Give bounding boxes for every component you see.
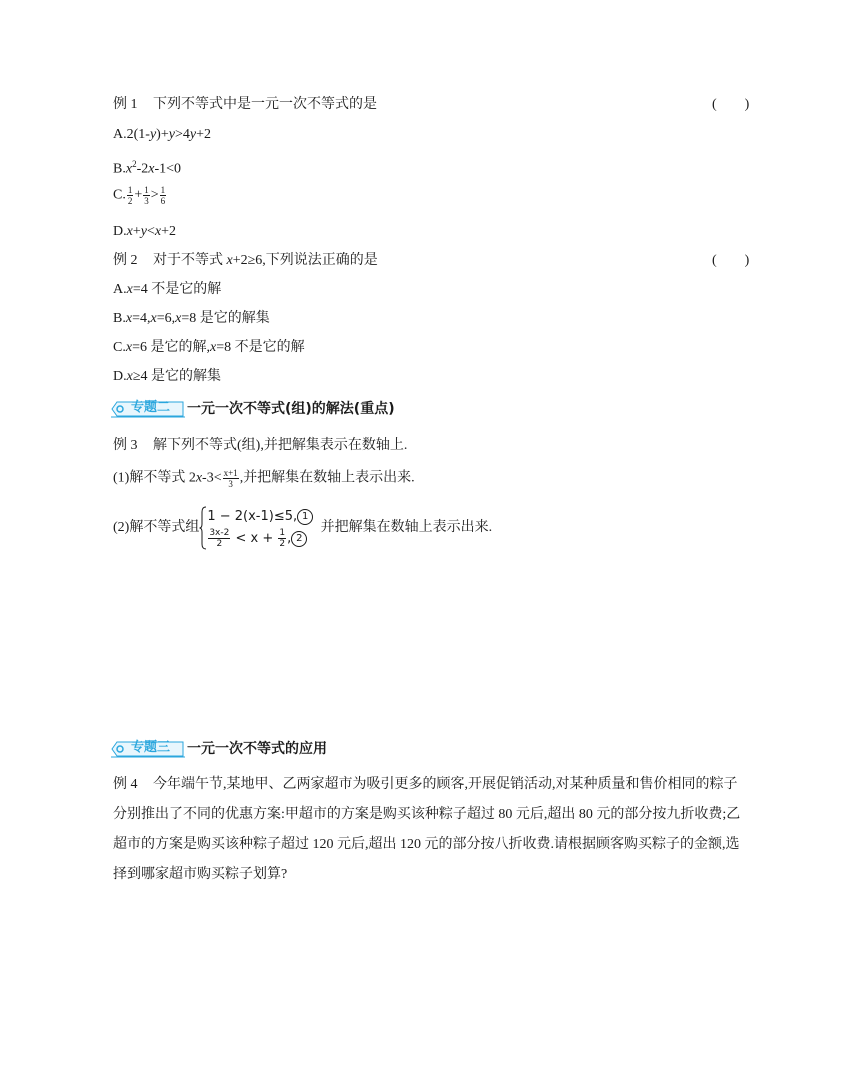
answer-bracket: ( ): [712, 97, 750, 112]
option-d: D.x+y<x+2: [113, 224, 176, 239]
example-2-question: 例 2 对于不等式 x+2≥6,下列说法正确的是: [113, 251, 378, 271]
system-row-2: $\frac{3x-2}{2}$ < x + $\frac{1}{2}$ , 2: [207, 528, 313, 550]
option-c: C.x=6 是它的解,x=8 不是它的解: [113, 340, 305, 355]
answer-bracket: ( ): [712, 253, 750, 268]
fraction: $\frac{1}{2}$: [279, 528, 286, 549]
topic-title: 一元一次不等式(组)的解法(重点): [187, 401, 395, 417]
example-3-part-1: (1)解不等式 2x-3< $\frac{x+1}{3}$ ,并把解集在数轴上表示出来.: [113, 468, 415, 489]
fraction: $\frac{3x-2}{2}$: [209, 528, 230, 549]
option-a: A.x=4 不是它的解: [113, 282, 222, 297]
topic-badge-label: 专题三: [131, 740, 171, 755]
fraction: $\frac{1}{2}$: [127, 185, 133, 206]
example-4-question: [113, 770, 749, 890]
example-label: 例 1: [113, 97, 138, 112]
fraction: $\frac{1}{3}$: [144, 185, 149, 206]
topic-2-header: [111, 398, 531, 420]
system-row-1: 1 − 2(x-1)≤5, 1: [207, 506, 313, 528]
circled-number: 1: [297, 509, 313, 525]
topic-3-header: [111, 738, 491, 760]
example-3-part-2: (2)解不等式组 1 − 2(x-1)≤5, 1 $\frac{3x-2}{2}$ < x + $\frac{1}{2}$ , 2 并把解集在数轴上表示出来.: [113, 506, 492, 550]
question-text: 下列不等式中是一元一次不等式的是: [153, 97, 377, 112]
example-3-question: 例 3 解下列不等式(组),并把解集表示在数轴上.: [113, 436, 407, 456]
example-4-text: 今年端午节,某地甲、乙两家超市为吸引更多的顾客,开展促销活动,对某种质量和售价相同的粽子分别推出了不同的优惠方案:甲超市的方案是购买该种粽子超过 80 元后,超出 80 元的部分按九折收费;乙超市的方案是购买该种粽子超过 120 元后,超出 120 元的部分按八折收费.请根据顾客购买粽子的金额,选择到哪家超市购买粽子划算?: [113, 777, 741, 882]
option-b: $B.x^2-2x-1<0$: [113, 159, 182, 177]
example-1-question: [113, 95, 377, 115]
option-d: D.x≥4 是它的解集: [113, 369, 222, 384]
circled-number: 2: [291, 531, 307, 547]
option-b: B.x=4,x=6,x=8 是它的解集: [113, 311, 270, 326]
topic-title: 一元一次不等式的应用: [187, 741, 327, 757]
example-label: 例 3: [113, 438, 138, 453]
topic-badge-label: 专题二: [131, 400, 171, 415]
option-a: A.2(1-y)+y>4y+2: [113, 127, 211, 142]
option-c: C. $\frac{1}{2}$ + $\frac{1}{3}$ > $\frac{1}{6}$: [113, 185, 166, 206]
example-label: 例 4: [113, 777, 138, 792]
inequality-system: [199, 506, 313, 550]
fraction: $\frac{1}{6}$: [160, 185, 166, 206]
example-label: 例 2: [113, 253, 138, 268]
fraction: $\frac{x+1}{3}$: [223, 468, 238, 489]
left-brace-icon: [199, 506, 207, 550]
